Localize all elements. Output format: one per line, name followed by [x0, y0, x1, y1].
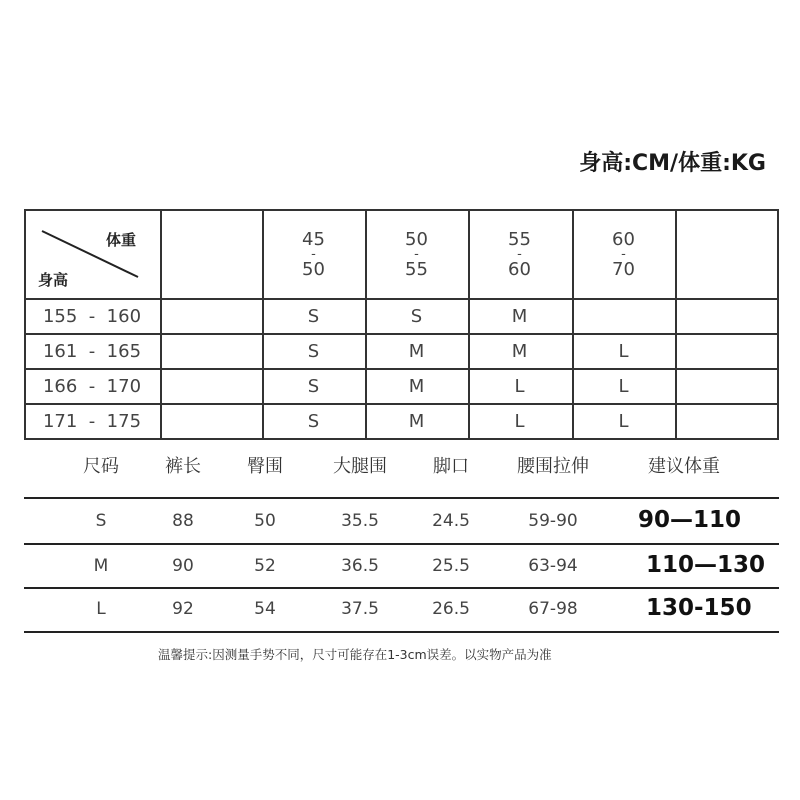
size-cell: S: [410, 306, 423, 327]
header-waist-stretch: 腰围拉伸: [517, 456, 589, 477]
waist-value: 59-90: [528, 511, 578, 531]
measurement-note: 温馨提示:因测量手势不同，尺寸可能存在1-3cm误差。以实物产品为准: [158, 647, 552, 662]
corner-weight-label: 体重: [106, 231, 137, 249]
hem-value: 24.5: [432, 511, 470, 531]
size-cell: L: [618, 376, 629, 397]
corner-height-label: 身高: [38, 271, 69, 289]
table-rule: [24, 587, 779, 589]
size-cell: L: [514, 411, 525, 432]
header-length: 裤长: [165, 456, 201, 477]
height-range-label: 161 - 165: [42, 341, 142, 362]
header-suggested-weight: 建议体重: [648, 456, 720, 477]
height-range-label: 171 - 175: [42, 411, 142, 432]
size-cell: L: [514, 376, 525, 397]
hip-value: 54: [254, 599, 276, 619]
suggested-weight-value: 90—110: [632, 507, 747, 533]
size-value: M: [93, 556, 109, 576]
grid-border-bottom: [24, 438, 779, 440]
grid-row-rule: [24, 403, 779, 405]
header-size: 尺码: [83, 456, 119, 477]
grid-col-rule: [675, 209, 677, 439]
suggested-weight-value: 110—130: [640, 552, 771, 578]
weight-range-header: 60 - 70: [612, 229, 635, 280]
size-cell: S: [307, 411, 320, 432]
table-rule: [24, 631, 779, 633]
height-range-label: 155 - 160: [42, 306, 142, 327]
grid-row-rule: [24, 368, 779, 370]
weight-range-header: 55 - 60: [508, 229, 531, 280]
size-cell: M: [408, 411, 425, 432]
hip-value: 52: [254, 556, 276, 576]
header-hem: 脚口: [433, 456, 469, 477]
size-cell: S: [307, 341, 320, 362]
size-cell: M: [408, 341, 425, 362]
table-rule: [24, 543, 779, 545]
hem-value: 25.5: [432, 556, 470, 576]
size-cell: M: [408, 376, 425, 397]
header-hip: 臀围: [247, 456, 283, 477]
header-thigh: 大腿围: [333, 456, 387, 477]
weight-range-header: 50 - 55: [405, 229, 428, 280]
size-cell: S: [307, 306, 320, 327]
waist-value: 67-98: [528, 599, 578, 619]
length-value: 90: [172, 556, 194, 576]
hip-value: 50: [254, 511, 276, 531]
hem-value: 26.5: [432, 599, 470, 619]
grid-header-rule: [24, 298, 779, 300]
thigh-value: 36.5: [341, 556, 379, 576]
size-cell: S: [307, 376, 320, 397]
size-cell: L: [618, 341, 629, 362]
waist-value: 63-94: [528, 556, 578, 576]
grid-col-rule: [160, 209, 162, 439]
length-value: 88: [172, 511, 194, 531]
thigh-value: 35.5: [341, 511, 379, 531]
table-rule: [24, 497, 779, 499]
height-range-label: 166 - 170: [42, 376, 142, 397]
measurement-table: [24, 452, 779, 637]
size-cell: M: [511, 341, 528, 362]
size-cell: L: [618, 411, 629, 432]
units-label: 身高:CM/体重:KG: [579, 151, 766, 176]
thigh-value: 37.5: [341, 599, 379, 619]
size-value: S: [95, 511, 107, 531]
grid-border-right: [777, 209, 779, 439]
size-cell: M: [511, 306, 528, 327]
weight-range-header: 45 - 50: [302, 229, 325, 280]
length-value: 92: [172, 599, 194, 619]
size-recommendation-grid: [24, 209, 779, 439]
size-value: L: [96, 599, 106, 619]
suggested-weight-value: 130-150: [640, 595, 758, 621]
grid-row-rule: [24, 333, 779, 335]
